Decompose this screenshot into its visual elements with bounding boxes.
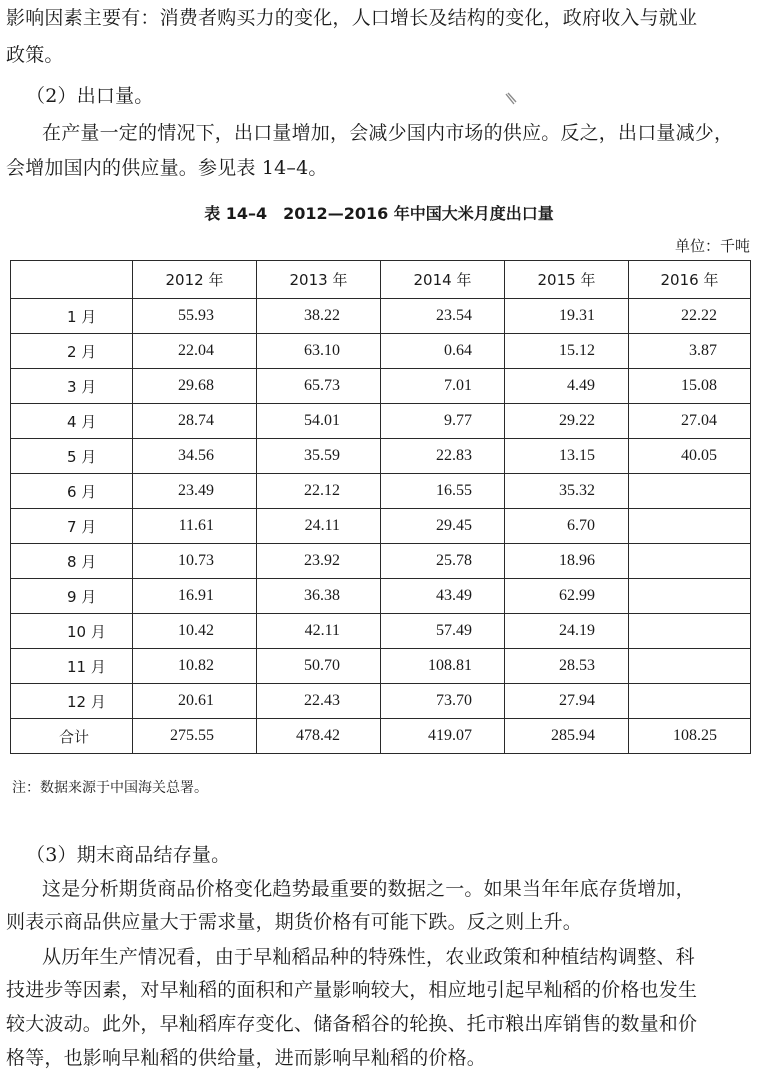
- data-cell: 22.04: [133, 334, 257, 369]
- data-cell: [629, 474, 751, 509]
- data-cell: 19.31: [505, 299, 629, 334]
- paragraph-line: 政策。: [6, 44, 64, 66]
- data-cell: 22.12: [257, 474, 381, 509]
- section-heading: （2）出口量。: [26, 85, 154, 107]
- month-label: 8 月: [11, 544, 133, 579]
- data-cell: 108.81: [381, 649, 505, 684]
- data-cell: 36.38: [257, 579, 381, 614]
- data-cell: 15.08: [629, 369, 751, 404]
- data-cell: 29.68: [133, 369, 257, 404]
- data-cell: [629, 544, 751, 579]
- table-row: [11, 299, 751, 334]
- table-row: [11, 334, 751, 369]
- data-cell: 23.92: [257, 544, 381, 579]
- export-table: [10, 260, 751, 754]
- data-cell: 54.01: [257, 404, 381, 439]
- data-cell: [629, 649, 751, 684]
- table-caption: 表 14–4 2012—2016 年中国大米月度出口量: [204, 204, 554, 223]
- data-cell: 20.61: [133, 684, 257, 719]
- data-cell: 4.49: [505, 369, 629, 404]
- table-row: [11, 474, 751, 509]
- data-cell: 15.12: [505, 334, 629, 369]
- data-cell: 9.77: [381, 404, 505, 439]
- data-cell: 10.82: [133, 649, 257, 684]
- data-cell: 40.05: [629, 439, 751, 474]
- header-cell-year: 2014 年: [381, 261, 505, 299]
- paragraph-line: 从历年生产情况看，由于早籼稻品种的特殊性，农业政策和种植结构调整、科: [42, 946, 695, 968]
- data-cell: 23.49: [133, 474, 257, 509]
- data-cell: [629, 509, 751, 544]
- data-cell: 35.32: [505, 474, 629, 509]
- data-cell: 50.70: [257, 649, 381, 684]
- header-cell-year: 2015 年: [505, 261, 629, 299]
- data-cell: 22.43: [257, 684, 381, 719]
- paragraph-line: 影响因素主要有：消费者购买力的变化，人口增长及结构的变化，政府收入与就业: [6, 7, 698, 29]
- data-cell: 6.70: [505, 509, 629, 544]
- month-label: 4 月: [11, 404, 133, 439]
- table-row: [11, 404, 751, 439]
- month-label: 2 月: [11, 334, 133, 369]
- data-cell: 10.73: [133, 544, 257, 579]
- header-cell-year: 2012 年: [133, 261, 257, 299]
- data-cell: 24.11: [257, 509, 381, 544]
- total-label: 合计: [11, 719, 133, 754]
- data-cell: 22.83: [381, 439, 505, 474]
- month-label: 3 月: [11, 369, 133, 404]
- month-label: 7 月: [11, 509, 133, 544]
- month-label: 1 月: [11, 299, 133, 334]
- paragraph-line: 技进步等因素，对早籼稻的面积和产量影响较大，相应地引起早籼稻的价格也发生: [6, 979, 698, 1001]
- data-cell: 34.56: [133, 439, 257, 474]
- data-cell: 25.78: [381, 544, 505, 579]
- data-cell: 29.22: [505, 404, 629, 439]
- data-cell: [629, 684, 751, 719]
- data-cell: 3.87: [629, 334, 751, 369]
- data-cell: 11.61: [133, 509, 257, 544]
- data-cell: 29.45: [381, 509, 505, 544]
- table-row: [11, 579, 751, 614]
- data-cell: [629, 579, 751, 614]
- data-cell: 7.01: [381, 369, 505, 404]
- paragraph-line: 则表示商品供应量大于需求量，期货价格有可能下跌。反之则上升。: [6, 911, 583, 933]
- paragraph-line: 这是分析期货商品价格变化趋势最重要的数据之一。如果当年年底存货增加，: [42, 878, 695, 900]
- data-cell: 28.53: [505, 649, 629, 684]
- data-cell: 22.22: [629, 299, 751, 334]
- table-row: [11, 684, 751, 719]
- paragraph-line: 会增加国内的供应量。参见表 14–4。: [6, 157, 328, 179]
- data-cell: 27.94: [505, 684, 629, 719]
- data-cell: 23.54: [381, 299, 505, 334]
- data-cell: [629, 614, 751, 649]
- header-cell-year: 2016 年: [629, 261, 751, 299]
- paragraph-line: 格等，也影响早籼稻的供给量，进而影响早籼稻的价格。: [6, 1047, 487, 1069]
- month-label: 9 月: [11, 579, 133, 614]
- table-total-row: [11, 719, 751, 754]
- data-cell: 18.96: [505, 544, 629, 579]
- data-cell: 73.70: [381, 684, 505, 719]
- data-cell: 42.11: [257, 614, 381, 649]
- table-row: [11, 439, 751, 474]
- data-cell: 24.19: [505, 614, 629, 649]
- month-label: 10 月: [11, 614, 133, 649]
- paragraph-line: 较大波动。此外，早籼稻库存变化、储备稻谷的轮换、托市粮出库销售的数量和价: [6, 1013, 698, 1035]
- data-cell: 63.10: [257, 334, 381, 369]
- total-cell: 275.55: [133, 719, 257, 754]
- header-cell-blank: [11, 261, 133, 299]
- data-cell: 27.04: [629, 404, 751, 439]
- section-heading: （3）期末商品结存量。: [26, 844, 231, 866]
- total-cell: 478.42: [257, 719, 381, 754]
- table-note: 注：数据来源于中国海关总署。: [12, 780, 208, 796]
- table-row: [11, 544, 751, 579]
- table-row: [11, 614, 751, 649]
- month-label: 5 月: [11, 439, 133, 474]
- data-cell: 57.49: [381, 614, 505, 649]
- table-unit: 单位：千吨: [674, 237, 750, 255]
- data-cell: 0.64: [381, 334, 505, 369]
- paragraph-line: 在产量一定的情况下，出口量增加，会减少国内市场的供应。反之，出口量减少，: [42, 122, 734, 144]
- header-cell-year: 2013 年: [257, 261, 381, 299]
- data-cell: 55.93: [133, 299, 257, 334]
- data-cell: 16.55: [381, 474, 505, 509]
- table-row: [11, 369, 751, 404]
- data-cell: 28.74: [133, 404, 257, 439]
- data-cell: 38.22: [257, 299, 381, 334]
- table-header-row: [11, 261, 751, 299]
- data-cell: 35.59: [257, 439, 381, 474]
- total-cell: 419.07: [381, 719, 505, 754]
- scan-mark: [504, 92, 518, 108]
- data-cell: 10.42: [133, 614, 257, 649]
- month-label: 6 月: [11, 474, 133, 509]
- data-cell: 43.49: [381, 579, 505, 614]
- table-row: [11, 649, 751, 684]
- data-cell: 13.15: [505, 439, 629, 474]
- data-cell: 65.73: [257, 369, 381, 404]
- total-cell: 108.25: [629, 719, 751, 754]
- data-cell: 16.91: [133, 579, 257, 614]
- month-label: 12 月: [11, 684, 133, 719]
- total-cell: 285.94: [505, 719, 629, 754]
- table-row: [11, 509, 751, 544]
- data-cell: 62.99: [505, 579, 629, 614]
- month-label: 11 月: [11, 649, 133, 684]
